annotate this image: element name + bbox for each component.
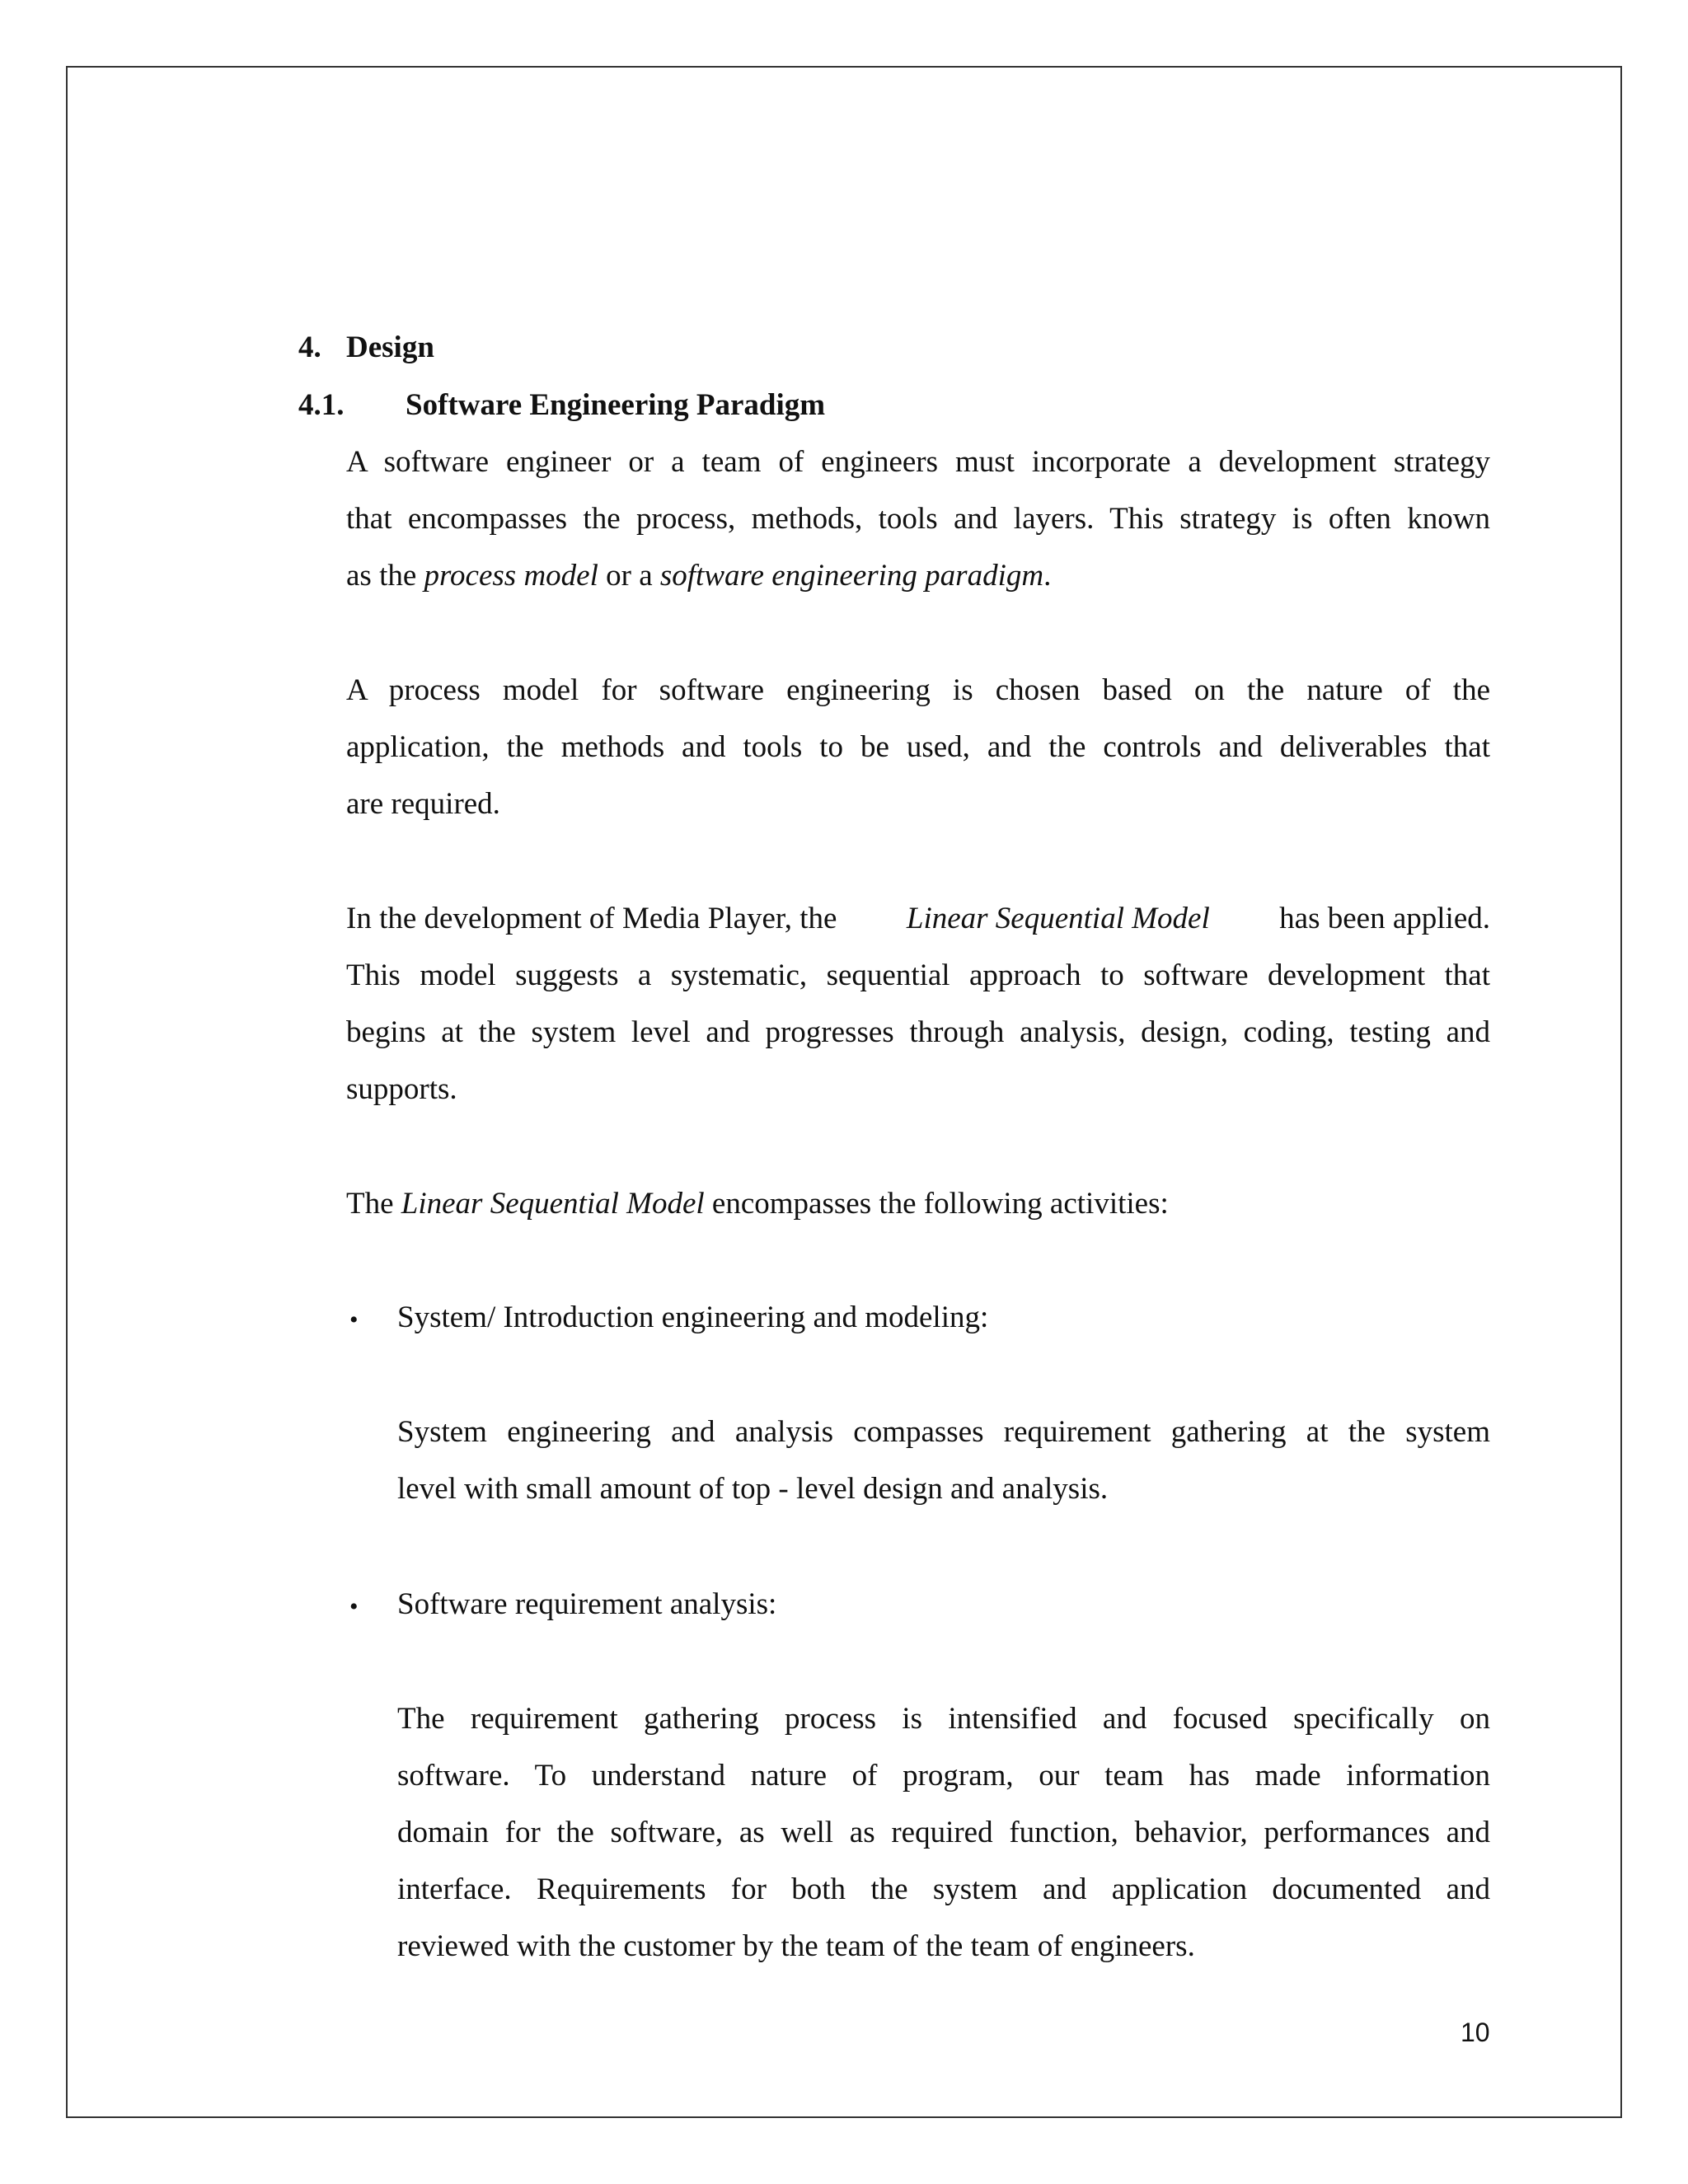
bullet-2-line-3: domain for the software, as well as required function, behavior, performances and <box>397 1816 1490 1849</box>
bullet-2-title: Software requirement analysis: <box>397 1587 777 1621</box>
paragraph-3-line-2: This model suggests a systematic, sequential approach to software development that <box>346 958 1490 992</box>
text-run: has been applied. <box>1271 902 1490 935</box>
italic-term: Linear Sequential Model <box>906 902 1210 935</box>
bullet-1-title: System/ Introduction engineering and modeling: <box>397 1301 989 1334</box>
bullet-2-line-1: The requirement gathering process is intensified and focused specifically on <box>397 1702 1490 1736</box>
paragraph-3-line-4: supports. <box>346 1072 457 1106</box>
paragraph-1-line-2: that encompasses the process, methods, tools and layers. This strategy is often known <box>346 502 1490 536</box>
subsection-title: Software Engineering Paradigm <box>406 388 826 422</box>
paragraph-2-line-3: are required. <box>346 787 500 821</box>
paragraph-1-line-1: A software engineer or a team of engineers must incorporate a development strategy <box>346 445 1490 479</box>
bullet-1-line-2: level with small amount of top - level design and analysis. <box>397 1472 1109 1506</box>
text-run: as the <box>346 559 424 593</box>
bullet-1-line-1: System engineering and analysis compasses requirement gathering at the system <box>397 1415 1490 1449</box>
paragraph-4 <box>346 1188 1169 1219</box>
paragraph-1-line-3 <box>346 560 1051 591</box>
bullet-symbol: • <box>349 1593 359 1620</box>
italic-term: software engineering paradigm <box>659 559 1044 593</box>
bullet-2-line-2: software. To understand nature of program, our team has made information <box>397 1759 1490 1793</box>
paragraph-3-line-1 <box>346 903 1490 934</box>
paragraph-2-line-2: application, the methods and tools to be used, and the controls and deliverables that <box>346 730 1490 764</box>
text-run: In the development of Media Player, the <box>346 902 845 935</box>
section-number: 4. <box>298 330 321 364</box>
page-number: 10 <box>1461 2018 1490 2047</box>
text-run: . <box>1043 559 1052 593</box>
paragraph-2-line-1: A process model for software engineering is chosen based on the nature of the <box>346 673 1490 707</box>
bullet-2-line-5: reviewed with the customer by the team of the team of engineers. <box>397 1929 1195 1963</box>
text-run: encompasses the following activities: <box>704 1187 1169 1221</box>
italic-term: Linear Sequential Model <box>401 1187 705 1221</box>
bullet-symbol: • <box>349 1306 359 1333</box>
bullet-2-line-4: interface. Requirements for both the system and application documented and <box>397 1872 1490 1906</box>
subsection-number: 4.1. <box>298 388 345 422</box>
text-run: or a <box>598 559 660 593</box>
italic-term: process model <box>424 559 598 593</box>
text-run: The <box>346 1187 401 1221</box>
paragraph-3-line-3: begins at the system level and progresses through analysis, design, coding, testing and <box>346 1015 1490 1049</box>
section-title: Design <box>346 330 434 364</box>
